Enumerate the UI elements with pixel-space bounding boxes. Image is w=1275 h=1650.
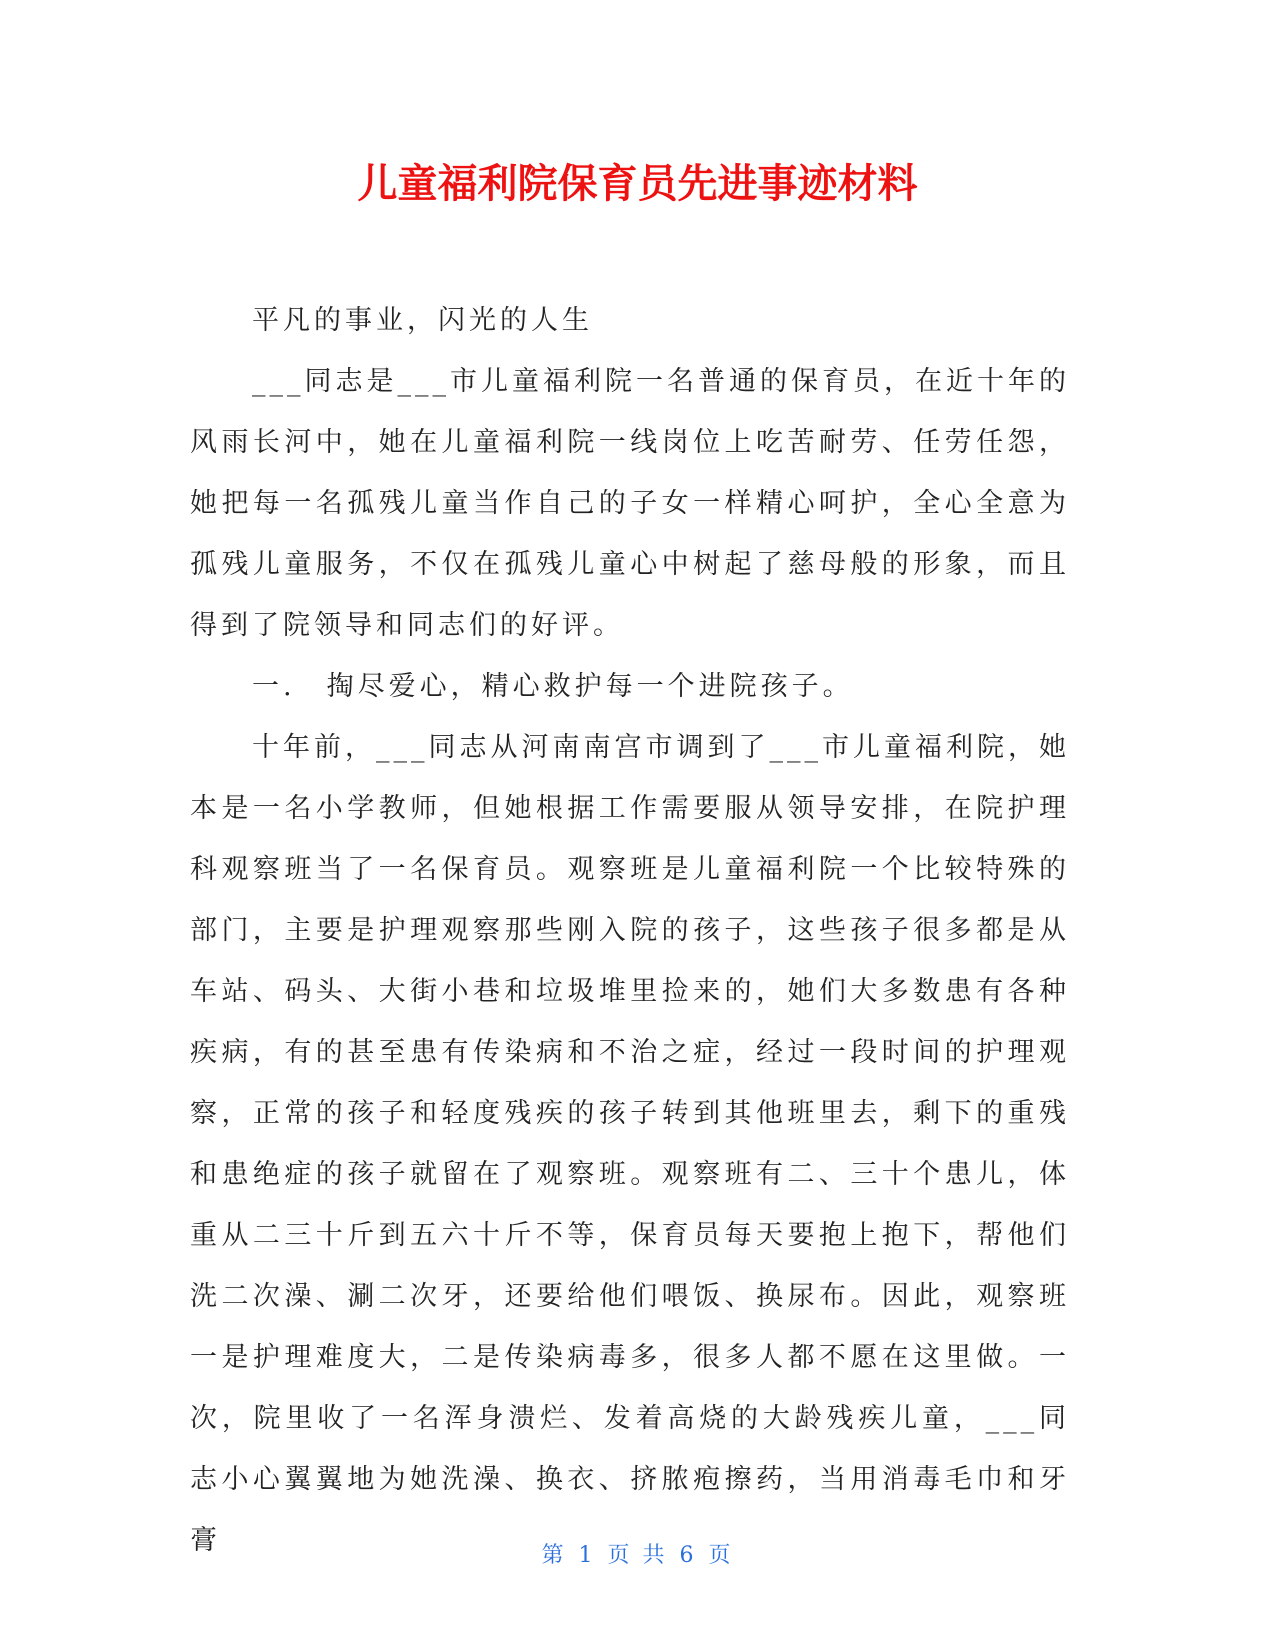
page-number-footer [0,1538,1275,1569]
document-title: 儿童福利院保育员先进事迹材料 [357,161,918,207]
footer-middle: 页 共 [607,1543,668,1568]
paragraph-body: 十年前，___同志从河南南宫市调到了___市儿童福利院，她本是一名小学教师，但她根据工作需要服从领导安排，在院护理科观察班当了一名保育员。观察班是儿童福利院一个比较特殊的部门，主要是护理观察那些刚入院的孩子，这些孩子很多都是从车站、码头、大街小巷和垃圾堆里捡来的，她们大多数患有各种疾病，有的甚至患有传染病和不治之症，经过一段时间的护理观察，正常的孩子和轻度残疾的孩子转到其他班里去，剩下的重残和患绝症的孩子就留在了观察班。观察班有二、三十个患儿，体重从二三十斤到五六十斤不等，保育员每天要抱上抱下，帮他们洗二次澡、涮二次牙，还要给他们喂饭、换尿布。因此，观察班一是护理难度大，二是传染病毒多，很多人都不愿在这里做。一次，院里收了一名浑身溃烂、发着高烧的大龄残疾儿童，___同志小心翼翼地为她洗澡、换衣、挤脓疱擦药，当用消毒毛巾和牙膏 [190,732,1070,1556]
footer-suffix: 页 [708,1543,734,1568]
footer-current-page: 1 [578,1543,596,1568]
paragraph-section-heading: 一. 掏尽爱心，精心救护每一个进院孩子。 [252,671,854,702]
footer-prefix: 第 [541,1543,567,1568]
paragraph-subtitle: 平凡的事业，闪光的人生 [252,305,593,336]
paragraph-intro: ___同志是___市儿童福利院一名普通的保育员，在近十年的风雨长河中，她在儿童福利院一线岗位上吃苦耐劳、任劳任怨，她把每一名孤残儿童当作自己的子女一样精心呵护，全心全意为孤残儿童服务，不仅在孤残儿童心中树起了慈母般的形象，而且得到了院领导和同志们的好评。 [190,366,1070,641]
footer-total-pages: 6 [679,1543,697,1568]
document-body [190,290,1070,1571]
